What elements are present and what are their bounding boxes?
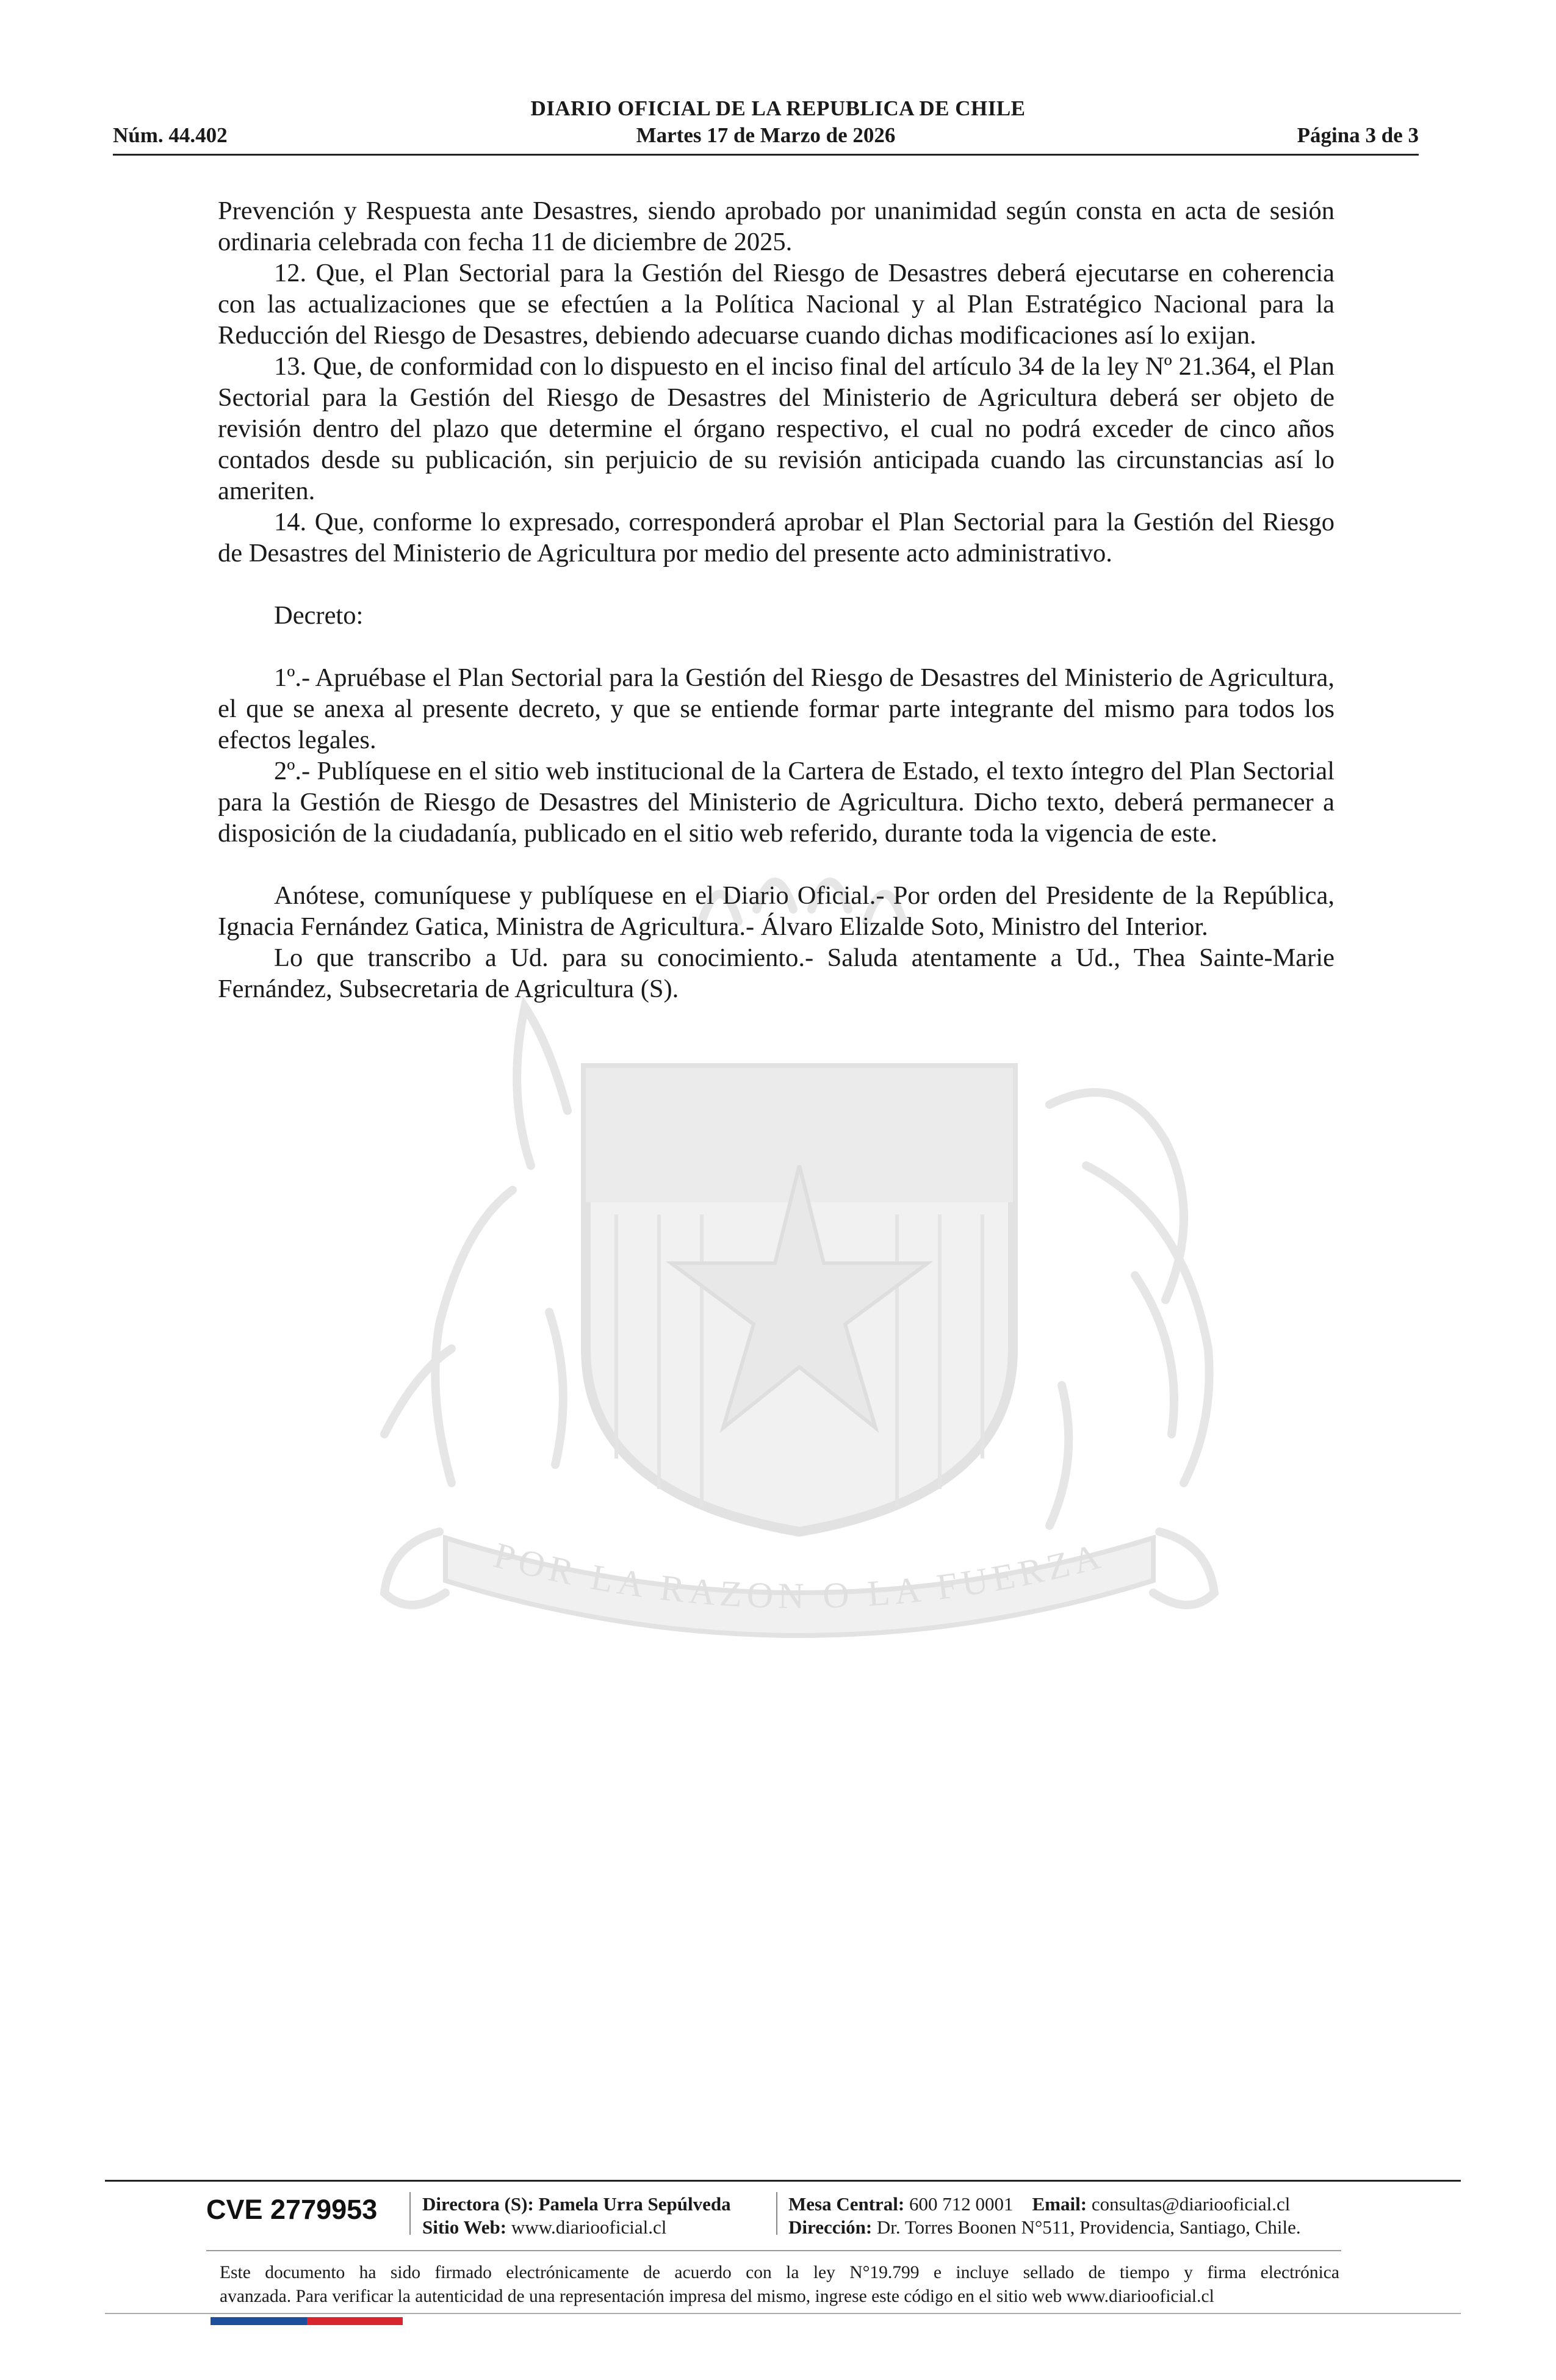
- watermark-motto: POR LA RAZON O LA FUERZA: [489, 1534, 1109, 1617]
- header-row: [113, 123, 1419, 150]
- footer-contact-column: [788, 2193, 1301, 2239]
- cve-code: CVE 2779953: [206, 2194, 378, 2225]
- phone-number: 600 712 0001: [909, 2193, 1014, 2215]
- flag-stripe-red: [307, 2317, 403, 2325]
- signature-paragraph: Anótese, comuníquese y publíquese en el Diario Oficial.- Por orden del Presidente de la República, Ignacia Fernández Gatica, Ministra de Agricultura.- Álvaro Elizalde Soto, Ministro del Interior.: [218, 881, 1334, 941]
- email-label: Email:: [1032, 2193, 1087, 2215]
- phone-label: Mesa Central:: [788, 2193, 905, 2215]
- footer-divider: [409, 2192, 411, 2235]
- legal-notice: [220, 2261, 1339, 2309]
- article-1: 1º.- Apruébase el Plan Sectorial para la Gestión del Riesgo de Desastres del Ministerio de Agricultura, el que se anexa al presente decreto, y que se entiende formar parte integrante del mismo para todos los efectos legales.: [218, 663, 1334, 754]
- website-link[interactable]: www.diariooficial.cl: [511, 2216, 667, 2238]
- address-label: Dirección:: [788, 2216, 873, 2238]
- footer-director-column: [422, 2193, 731, 2239]
- paragraph-13: 13. Que, de conformidad con lo dispuesto en el inciso final del artículo 34 de la ley Nº 21.364, el Plan Sectorial para la Gestión del Riesgo de Desastres del Ministerio de Agricultura deberá ser objeto de revisión dentro del plazo que determine el órgano respectivo, el cual no podrá exceder de cinco años contados desde su publicación, sin perjuicio de su revisión anticipada cuando las circunstancias así lo ameriten.: [218, 352, 1334, 505]
- flag-stripe-blue: [211, 2317, 307, 2325]
- paragraph-continuation: Prevención y Respuesta ante Desastres, siendo aprobado por unanimidad según consta en acta de sesión ordinaria celebrada con fecha 11 de diciembre de 2025.: [218, 197, 1334, 256]
- footer-divider: [776, 2192, 777, 2235]
- issue-number: Núm. 44.402: [113, 123, 228, 147]
- footer-rule-bottom: [105, 2313, 1461, 2314]
- director-label: Directora (S):: [422, 2193, 534, 2215]
- transcription-paragraph: Lo que transcribo a Ud. para su conocimiento.- Saluda atentamente a Ud., Thea Sainte-Marie Fernández, Subsecretaria de Agricultura (S).: [218, 943, 1334, 1003]
- address-value: Dr. Torres Boonen N°511, Providencia, Santiago, Chile.: [876, 2216, 1301, 2238]
- page-indicator: Página 3 de 3: [1297, 123, 1419, 147]
- website-label: Sitio Web:: [422, 2216, 507, 2238]
- decree-body: [218, 195, 1334, 1004]
- issue-date: Martes 17 de Marzo de 2026: [636, 123, 896, 147]
- footer-rule-top: [105, 2180, 1461, 2182]
- article-2: 2º.- Publíquese en el sitio web institucional de la Cartera de Estado, el texto íntegro del Plan Sectorial para la Gestión de Riesgo de Desastres del Ministerio de Agricultura. Dicho texto, deberá permanecer a disposición de la ciudadanía, publicado en el sitio web referido, durante toda la vigencia de este.: [218, 757, 1334, 848]
- director-name: Pamela Urra Sepúlveda: [538, 2193, 731, 2215]
- footer-rule-middle: [206, 2250, 1341, 2251]
- header-rule: [113, 154, 1419, 156]
- paragraph-12: 12. Que, el Plan Sectorial para la Gestión del Riesgo de Desastres deberá ejecutarse en coherencia con las actualizaciones que se efectúen a la Política Nacional y al Plan Estratégico Nacional para la Reducción del Riesgo de Desastres, debiendo adecuarse cuando dichas modificaciones así lo exijan.: [218, 259, 1334, 350]
- legal-notice-line: avanzada. Para verificar la autenticidad de una representación impresa del mismo, ingrese este código en el sitio web www.diariooficial.cl: [220, 2287, 1214, 2306]
- paragraph-14: 14. Que, conforme lo expresado, corresponderá aprobar el Plan Sectorial para la Gestión del Riesgo de Desastres del Ministerio de Agricultura por medio del presente acto administrativo.: [218, 508, 1334, 568]
- legal-notice-line: Este documento ha sido firmado electrónicamente de acuerdo con la ley N°19.799 e incluye sellado de tiempo y firma electrónica: [220, 2263, 1339, 2282]
- decreto-heading: Decreto:: [274, 601, 364, 630]
- email-link[interactable]: consultas@diariooficial.cl: [1091, 2193, 1291, 2215]
- newspaper-title: DIARIO OFICIAL DE LA REPUBLICA DE CHILE: [530, 96, 1026, 120]
